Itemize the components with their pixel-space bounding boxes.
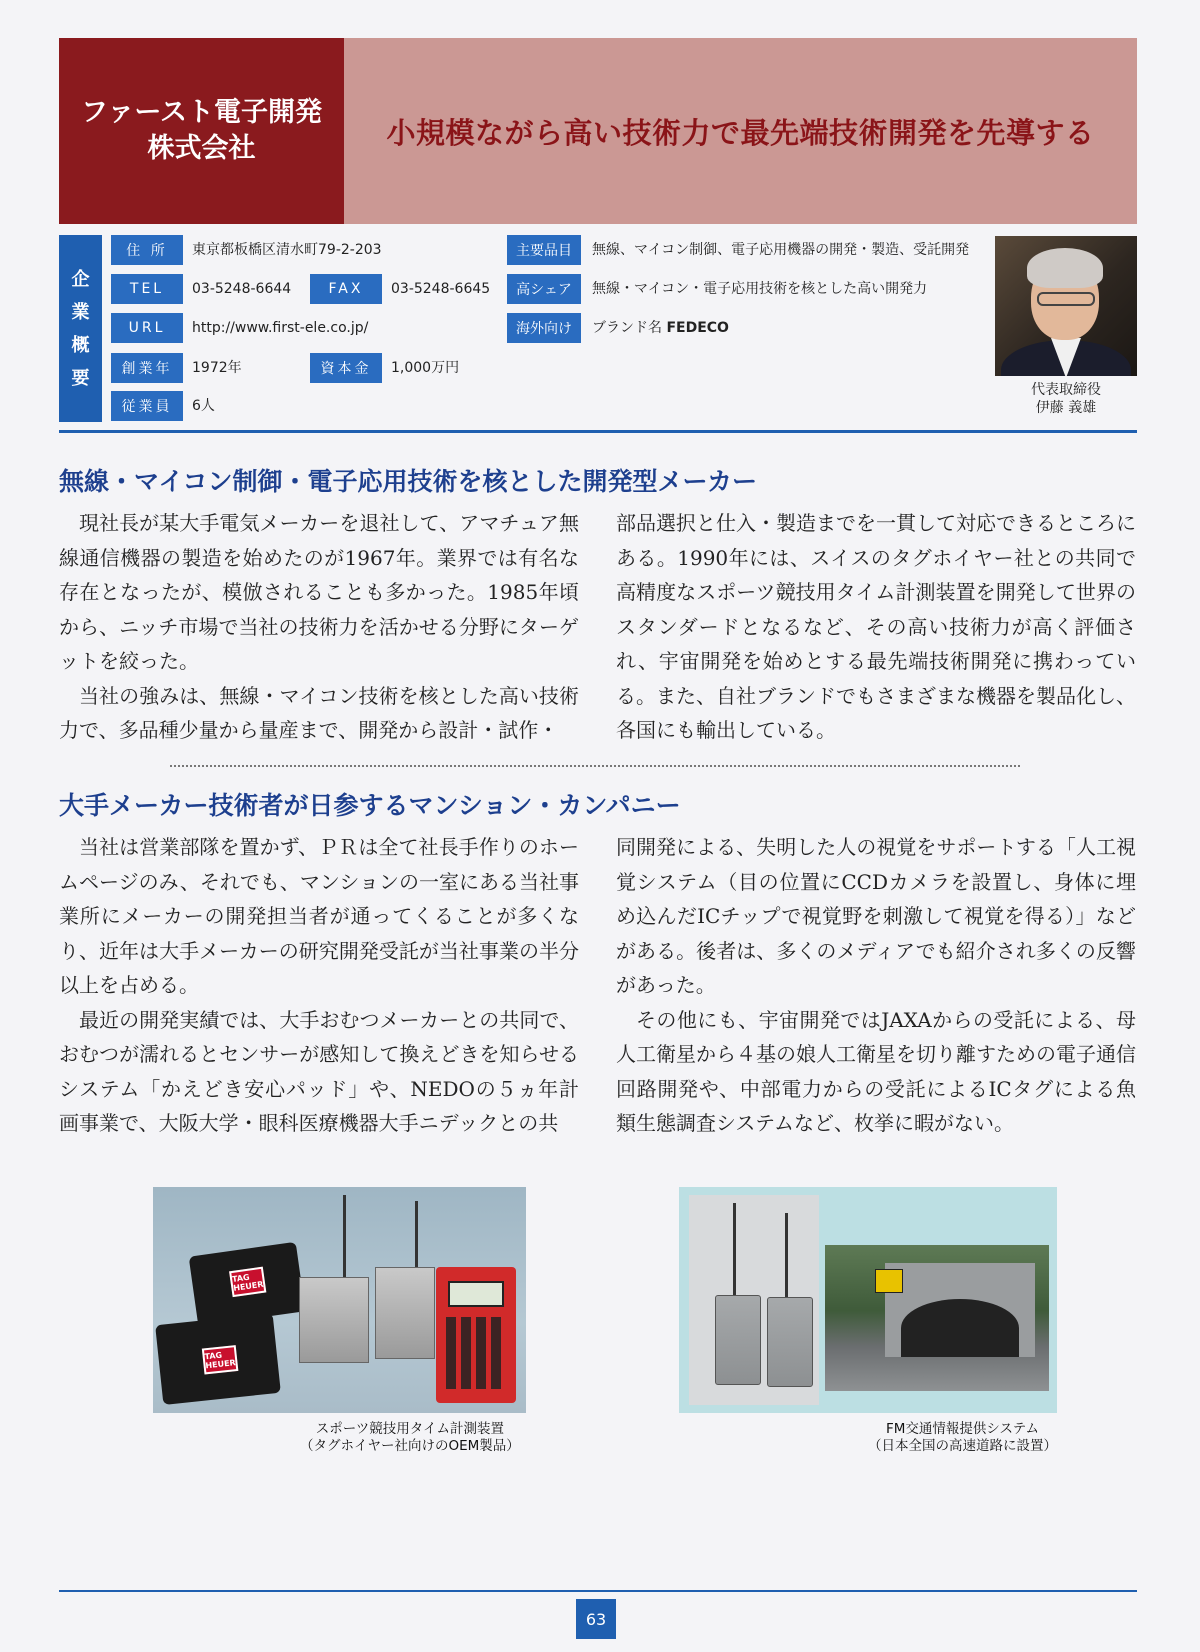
antenna: [343, 1195, 346, 1285]
receiver-box: [767, 1297, 813, 1387]
antenna: [785, 1213, 788, 1301]
section-separator: [170, 765, 1020, 767]
section2-left-column: [59, 830, 579, 1141]
ceo-name: 伊藤 義雄: [1035, 400, 1097, 416]
founded-value: 1972年: [192, 360, 242, 376]
ceo-photo: [995, 236, 1137, 376]
page-header: [59, 38, 1137, 224]
traffic-system-photo: [679, 1187, 1057, 1413]
profile-vertical-label: [59, 235, 102, 422]
tel-value: 03-5248-6644: [192, 281, 292, 297]
antenna: [733, 1203, 736, 1299]
vlabel-char: 要: [71, 367, 90, 389]
receiver-box: [715, 1295, 761, 1385]
timer-display: [448, 1281, 504, 1307]
page-number: 63: [576, 1599, 616, 1639]
photo1-caption-line1: スポーツ競技用タイム計測装置: [315, 1421, 504, 1437]
section2-left-paragraph: 最近の開発実績では、大手おむつメーカーとの共同で、おむつが濡れるとセンサーが感知して換えどきを知らせるシステム「かえどき安心パッド」や、NEDOの５ヵ年計画事業で、大阪大学・眼科医療機器大手ニデックとの共: [59, 1007, 579, 1135]
transmitter-unit: [299, 1277, 369, 1363]
overseas-label: 海外向け: [507, 313, 581, 343]
brand-badge: TAG HEUER: [229, 1267, 266, 1297]
profile-divider: [59, 430, 1137, 433]
photo1-caption: [300, 1421, 520, 1455]
tagline: 小規模ながら高い技術力で最先端技術開発を先導する: [344, 38, 1137, 224]
products-value: 無線、マイコン制御、電子応用機器の開発・製造、受託開発: [592, 242, 970, 258]
url-label: URL: [111, 313, 183, 343]
antenna: [415, 1201, 418, 1271]
section2-right-column: [616, 830, 1136, 1141]
brand-badge: TAG HEUER: [202, 1345, 239, 1374]
tel-label: TEL: [111, 274, 183, 304]
photo2-caption-line1: FM交通情報提供システム: [885, 1421, 1040, 1437]
fax-label: FAX: [310, 274, 382, 304]
section1-right-paragraph: 部品選択と仕入・製造までを一貫して対応できるところにある。1990年には、スイスのタグホイヤー社との共同で高精度なスポーツ競技用タイム計測装置を開発して世界のスタンダードとなるなど、その高い技術力が高く評価され、宇宙開発を始めとする最先端技術開発に携わっている。また、自社ブランドでもさまざまな機器を製品化し、各国にも輸出している。: [616, 511, 1136, 742]
timing-device-photo: [153, 1187, 526, 1413]
timer-keypad: [446, 1317, 506, 1389]
brand-name: FEDECO: [666, 320, 729, 336]
employees-label: 従業員: [111, 391, 183, 421]
address-label: 住 所: [111, 235, 183, 265]
section1-right-column: [616, 506, 1136, 748]
share-label: 高シェア: [507, 274, 581, 304]
black-case: [189, 1242, 306, 1326]
vlabel-char: 概: [71, 334, 90, 356]
photo1-caption-line2: （タグホイヤー社向けのOEM製品）: [300, 1438, 520, 1454]
photo2-caption: [868, 1421, 1057, 1455]
photo-hair: [1027, 248, 1103, 288]
photo2-caption-line2: （日本全国の高速道路に設置）: [868, 1438, 1057, 1454]
vlabel-char: 企: [71, 268, 90, 290]
share-value: 無線・マイコン・電子応用技術を核とした高い開発力: [592, 281, 928, 297]
device-panel: [689, 1195, 819, 1405]
fax-value: 03-5248-6645: [391, 281, 491, 297]
section2-right-paragraph: その他にも、宇宙開発ではJAXAからの受託による、母人工衛星から４基の娘人工衛星を切り離すための電子通信回路開発や、中部電力からの受託によるICタグによる魚類生態調査システムなど、枚挙に暇がない。: [616, 1007, 1136, 1135]
capital-label: 資本金: [310, 353, 382, 383]
address-value: 東京都板橋区清水町79-2-203: [192, 242, 382, 258]
section2-left-paragraph: 当社は営業部隊を置かず、ＰＲは全て社長手作りのホームページのみ、それでも、マンションの一室にある当社事業所にメーカーの開発担当者が通ってくることが多くなり、近年は大手メーカーの研究開発受託が当社事業の半分以上を占める。: [59, 835, 579, 997]
section2-heading: 大手メーカー技術者が日参するマンション・カンパニー: [59, 791, 681, 820]
timer-console: [436, 1267, 516, 1403]
section1-left-column: [59, 506, 579, 748]
ceo-title: 代表取締役: [1031, 382, 1101, 398]
capital-value: 1,000万円: [391, 360, 460, 376]
photo-glasses: [1037, 292, 1095, 306]
overseas-value: [592, 313, 729, 343]
products-label: 主要品目: [507, 235, 581, 265]
company-name-line1: ファースト電子開発: [80, 97, 323, 128]
section2-right-paragraph: 同開発による、失明した人の視覚をサポートする「人工視覚システム（目の位置にCCDカメラを設置し、身体に埋め込んだICチップで視覚野を刺激して視覚を得る）」などがある。後者は、多くのメディアでも紹介され多くの反響があった。: [616, 835, 1136, 997]
section1-heading: 無線・マイコン制御・電子応用技術を核とした開発型メーカー: [59, 467, 758, 496]
black-case: [155, 1313, 281, 1405]
ceo-caption: [995, 381, 1137, 417]
tunnel-portal: [885, 1263, 1035, 1357]
tunnel-opening: [901, 1299, 1019, 1357]
overseas-prefix: ブランド名: [592, 320, 662, 336]
footer-rule: [59, 1590, 1137, 1592]
section1-left-paragraph: 当社の強みは、無線・マイコン技術を核とした高い技術力で、多品種少量から量産まで、開発から設計・試作・: [59, 683, 579, 742]
company-name-block: [59, 38, 344, 224]
transmitter-unit: [375, 1267, 435, 1359]
url-link[interactable]: http://www.first-ele.co.jp/: [192, 320, 369, 336]
road-sign: [875, 1269, 903, 1293]
company-name-line2: 株式会社: [147, 133, 256, 164]
tunnel-scene: [825, 1245, 1049, 1391]
section1-left-paragraph: 現社長が某大手電気メーカーを退社して、アマチュア無線通信機器の製造を始めたのが1967年。業界では有名な存在となったが、模倣されることも多かった。1985年頃から、ニッチ市場で当社の技術力を活かせる分野にターゲットを絞った。: [59, 511, 579, 673]
founded-label: 創業年: [111, 353, 183, 383]
vlabel-char: 業: [71, 301, 90, 323]
employees-value: 6人: [192, 398, 215, 414]
